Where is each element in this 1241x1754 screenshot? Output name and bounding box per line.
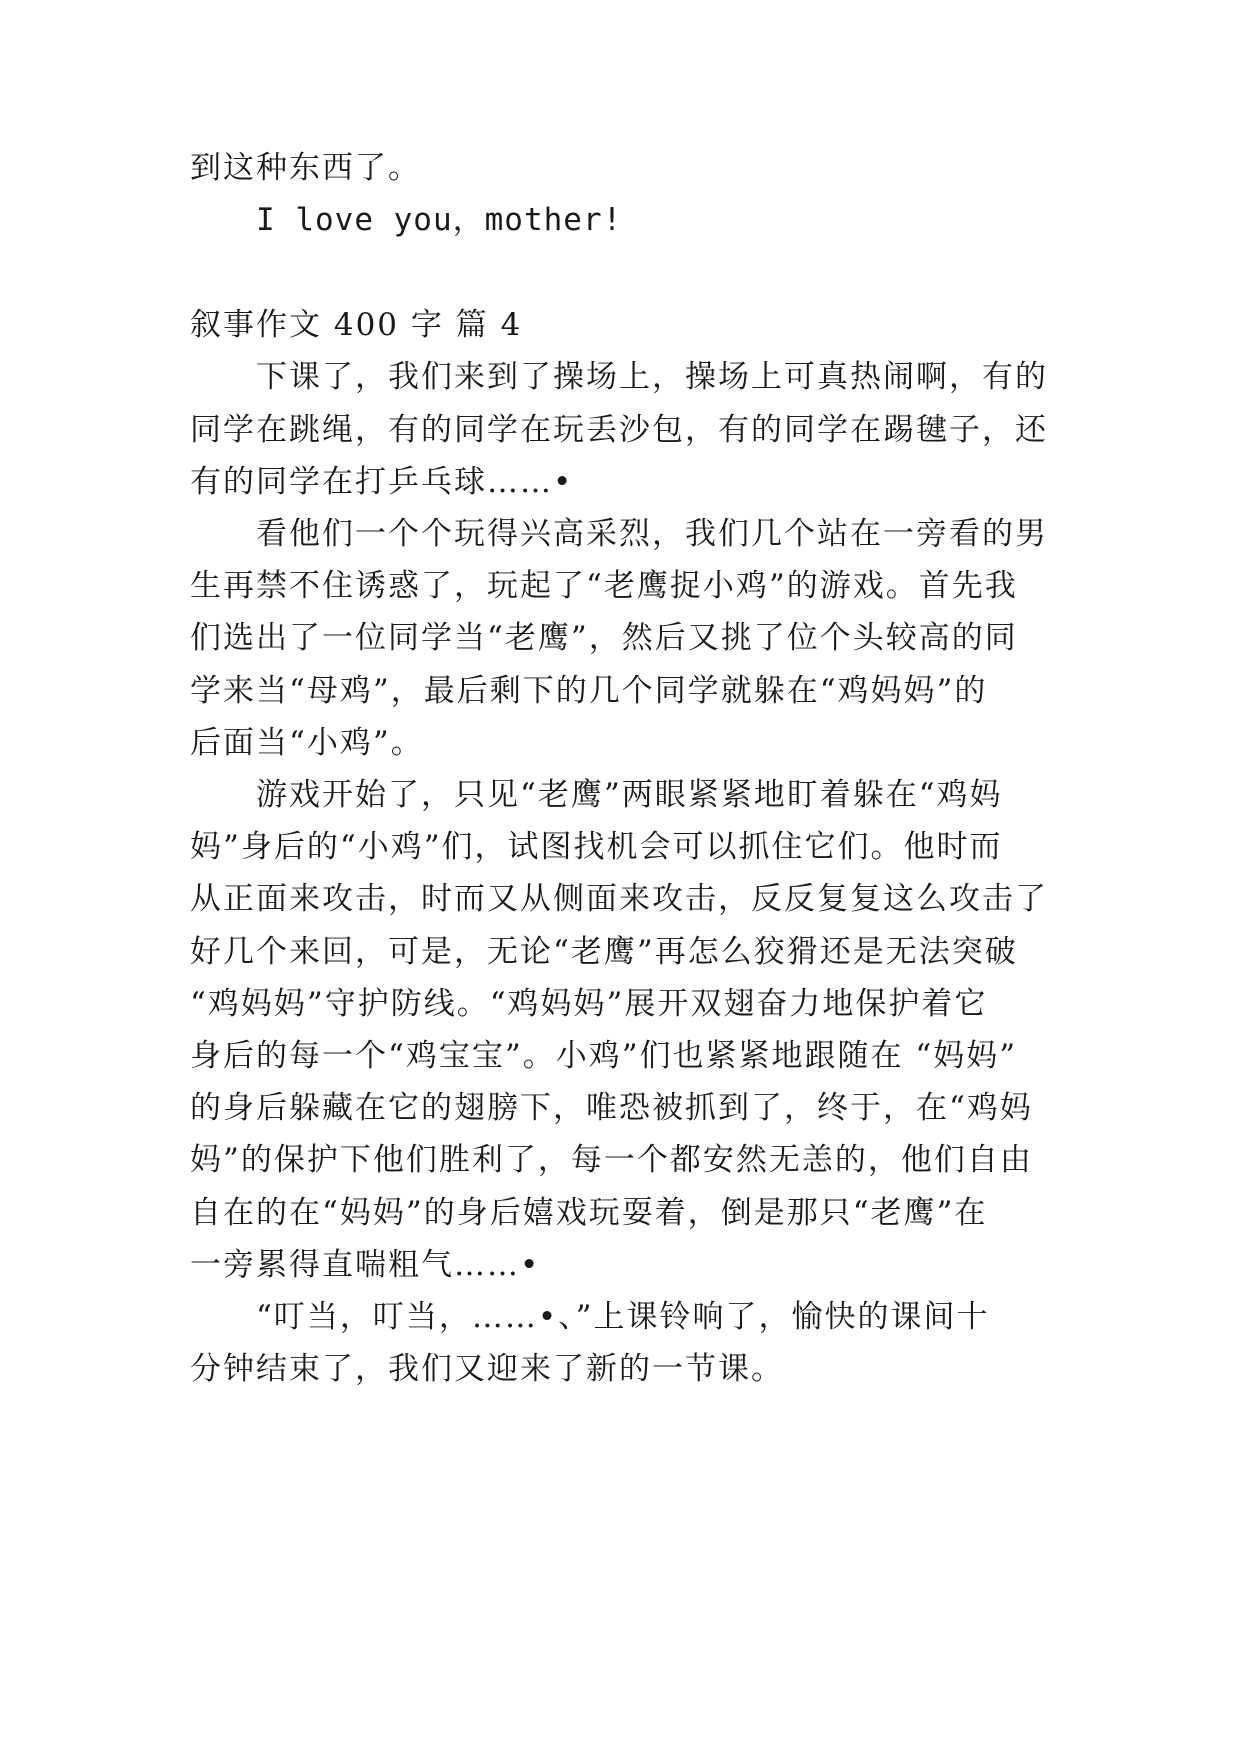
paragraph-3-line-5: “鸡妈妈”守护防线。“鸡妈妈”展开双翅奋力地保护着它 xyxy=(190,986,988,1022)
section-title: 叙事作文 400 字 篇 4 xyxy=(190,307,523,343)
paragraph-2-line-3: 们选出了一位同学当“老鹰”，然后又挑了位个头较高的同 xyxy=(190,620,1018,656)
paragraph-1-line-2: 同学在跳绳，有的同学在玩丢沙包，有的同学在踢毽子，还 xyxy=(190,412,1048,448)
english-line: I love you，mother! xyxy=(256,202,623,238)
paragraph-3-line-3: 从正面来攻击，时而又从侧面来攻击，反反复复这么攻击了 xyxy=(190,881,1048,917)
paragraph-2-line-5: 后面当“小鸡”。 xyxy=(190,725,424,761)
paragraph-1-line-3: 有的同学在打乒乓球……• xyxy=(190,464,574,500)
paragraph-4-line-1: “叮当，叮当，……•、”上课铃响了，愉快的课间十 xyxy=(256,1299,990,1335)
paragraph-3-line-1: 游戏开始了，只见“老鹰”两眼紧紧地盯着躲在“鸡妈 xyxy=(256,777,1003,813)
paragraph-3-line-6: 身后的每一个“鸡宝宝”。小鸡”们也紧紧地跟随在 “妈妈” xyxy=(190,1038,1018,1074)
paragraph-2-line-2: 生再禁不住诱惑了，玩起了“老鹰捉小鸡”的游戏。首先我 xyxy=(190,568,1018,604)
paragraph-3-line-2: 妈”身后的“小鸡”们，试图找机会可以抓住它们。他时而 xyxy=(190,829,1003,865)
paragraph-3-line-7: 的身后躲藏在它的翅膀下，唯恐被抓到了，终于，在“鸡妈 xyxy=(190,1090,1033,1126)
paragraph-1-line-1: 下课了，我们来到了操场上，操场上可真热闹啊，有的 xyxy=(256,359,1048,395)
paragraph-2-line-4: 学来当“母鸡”，最后剩下的几个同学就躲在“鸡妈妈”的 xyxy=(190,673,988,709)
paragraph-4-line-2: 分钟结束了，我们又迎来了新的一节课。 xyxy=(190,1351,784,1387)
previous-text-line: 到这种东西了。 xyxy=(190,150,421,186)
paragraph-3-line-4: 好几个来回，可是，无论“老鹰”再怎么狡猾还是无法突破 xyxy=(190,934,1018,970)
paragraph-3-line-8: 妈”的保护下他们胜利了，每一个都安然无恙的，他们自由 xyxy=(190,1142,1033,1178)
paragraph-3-line-10: 一旁累得直喘粗气……• xyxy=(190,1247,541,1283)
paragraph-2-line-1: 看他们一个个玩得兴高采烈，我们几个站在一旁看的男 xyxy=(256,516,1048,552)
paragraph-3-line-9: 自在的在“妈妈”的身后嬉戏玩耍着，倒是那只“老鹰”在 xyxy=(190,1195,988,1231)
